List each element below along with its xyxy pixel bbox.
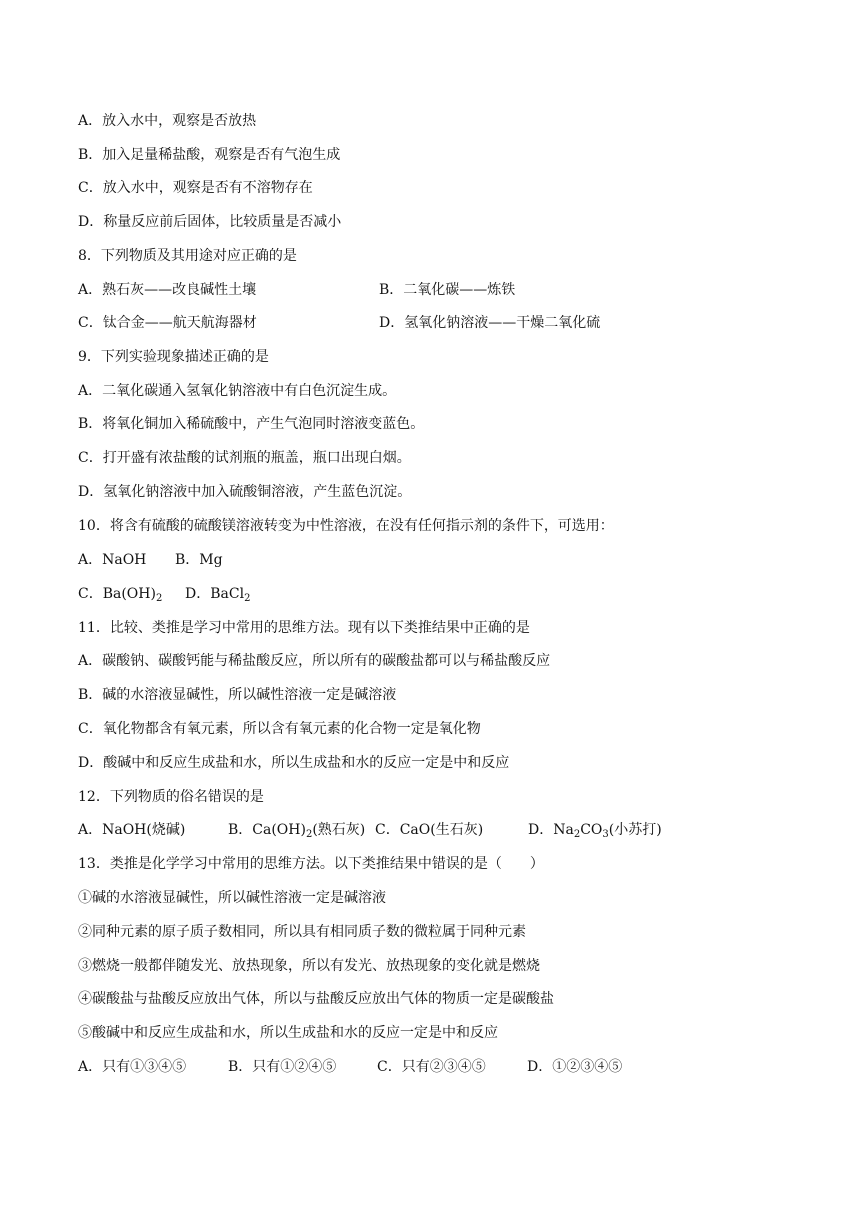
q12-stem: 12．下列物质的俗名错误的是 [78, 789, 264, 805]
q13-stem: 13．类推是化学学习中常用的思维方法。以下类推结果中错误的是（ ） [78, 856, 544, 872]
q10-option-a: A．NaOH [78, 552, 147, 568]
q9-stem: 9．下列实验现象描述正确的是 [78, 349, 269, 365]
q8-options-row2 [78, 313, 778, 333]
q10-options-row1 [78, 550, 223, 570]
q11-stem: 11．比较、类推是学习中常用的思维方法。现有以下类推结果中正确的是 [78, 620, 530, 636]
q12-options-row [78, 820, 662, 840]
q8-options-row1 [78, 280, 778, 300]
q7-option-c: C．放入水中，观察是否有不溶物存在 [78, 180, 313, 196]
q8-stem: 8．下列物质及其用途对应正确的是 [78, 248, 297, 264]
q7-option-b: B．加入足量稀盐酸，观察是否有气泡生成 [78, 147, 341, 163]
q13-statement-3: ③燃烧一般都伴随发光、放热现象，所以有发光、放热现象的变化就是燃烧 [78, 958, 540, 974]
q8-option-b: B．二氧化碳——炼铁 [379, 282, 516, 298]
q11-option-c: C．氧化物都含有氧元素，所以含有氧元素的化合物一定是氧化物 [78, 721, 481, 737]
q13-statement-5: ⑤酸碱中和反应生成盐和水，所以生成盐和水的反应一定是中和反应 [78, 1025, 498, 1041]
q9-option-a: A．二氧化碳通入氢氧化钠溶液中有白色沉淀生成。 [78, 383, 397, 399]
q10-option-c: C．$Ba(OH)_2$ [78, 586, 163, 604]
q8-option-c: C．钛合金——航天航海器材 [78, 315, 257, 331]
q11-option-a: A．碳酸钠、碳酸钙能与稀盐酸反应，所以所有的碳酸盐都可以与稀盐酸反应 [78, 653, 551, 669]
q13-statement-1: ①碱的水溶液显碱性，所以碱性溶液一定是碱溶液 [78, 890, 386, 906]
q13-statement-4: ④碳酸盐与盐酸反应放出气体，所以与盐酸反应放出气体的物质一定是碳酸盐 [78, 991, 554, 1007]
q9-option-c: C．打开盛有浓盐酸的试剂瓶的瓶盖，瓶口出现白烟。 [78, 450, 411, 466]
q10-option-d: D．BaCl$_2$ [185, 586, 251, 604]
q10-options-row2 [78, 584, 250, 604]
q13-option-d: D．①②③④⑤ [527, 1059, 623, 1075]
q9-option-d: D．氢氧化钠溶液中加入硫酸铜溶液，产生蓝色沉淀。 [78, 484, 412, 500]
q8-option-d: D．氢氧化钠溶液——干燥二氧化硫 [379, 315, 601, 331]
q13-statement-2: ②同种元素的原子质子数相同，所以具有相同质子数的微粒属于同种元素 [78, 924, 526, 940]
q12-option-a: A．NaOH(烧碱) [78, 822, 186, 838]
q11-option-b: B．碱的水溶液显碱性，所以碱性溶液一定是碱溶液 [78, 687, 397, 703]
q7-option-a: A．放入水中，观察是否放热 [78, 113, 257, 129]
q12-option-c: C．CaO(生石灰) [375, 822, 484, 838]
q13-option-a: A．只有①③④⑤ [78, 1059, 187, 1075]
q10-stem: 10．将含有硫酸的硫酸镁溶液转变为中性溶液，在没有任何指示剂的条件下，可选用： [78, 518, 614, 534]
q12-option-b: B．$Ca(OH)_2$(熟石灰) [228, 822, 366, 840]
q11-option-d: D．酸碱中和反应生成盐和水，所以生成盐和水的反应一定是中和反应 [78, 755, 510, 771]
q7-option-d: D．称量反应前后固体，比较质量是否减小 [78, 214, 342, 230]
q8-option-a: A．熟石灰——改良碱性土壤 [78, 282, 257, 298]
q12-option-d: D．$Na_2CO_3$(小苏打) [528, 822, 662, 840]
q13-option-b: B．只有①②④⑤ [228, 1059, 337, 1075]
q13-options-row [78, 1057, 622, 1077]
q10-option-b: B．Mg [175, 552, 223, 568]
q13-option-c: C．只有②③④⑤ [377, 1059, 486, 1075]
q9-option-b: B．将氧化铜加入稀硫酸中，产生气泡同时溶液变蓝色。 [78, 416, 425, 432]
